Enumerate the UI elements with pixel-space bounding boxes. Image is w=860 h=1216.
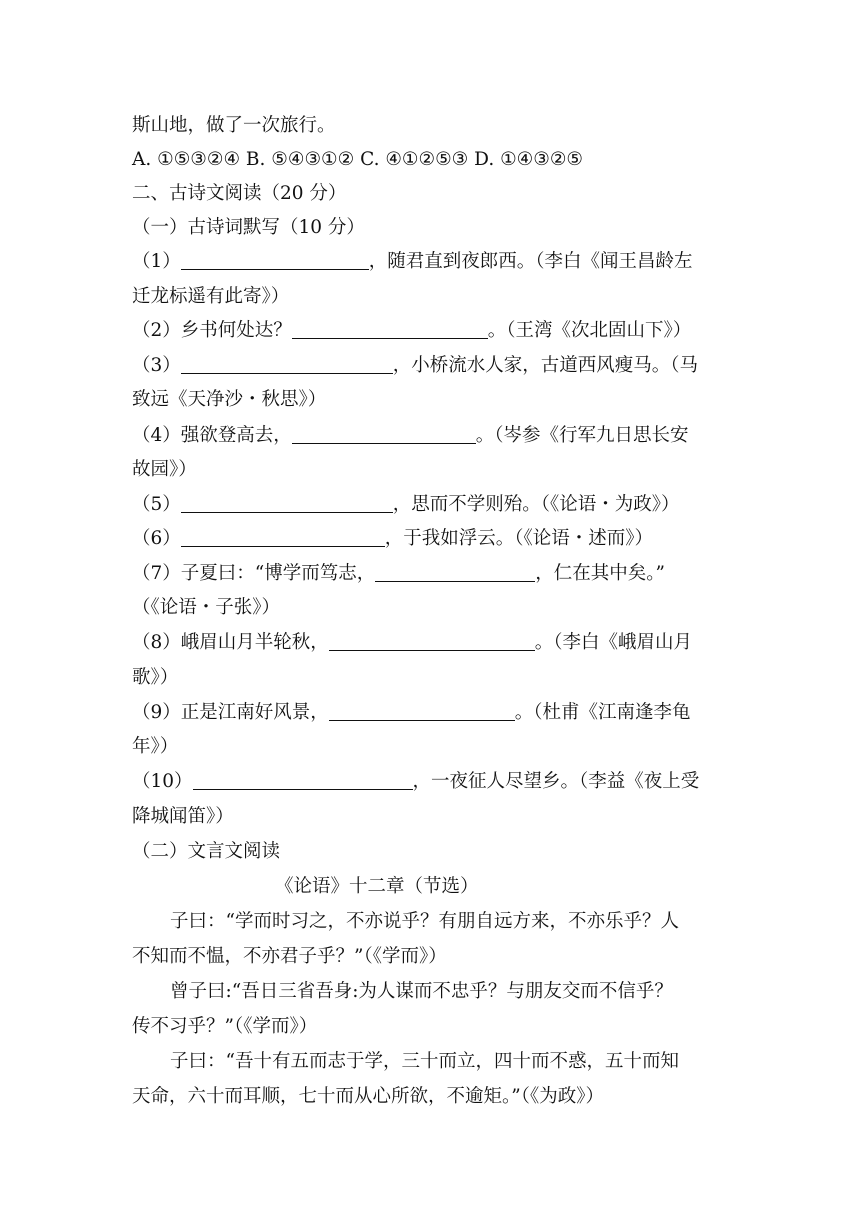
answer-options: A. ①⑤③②④ B. ⑤④③①② C. ④①②⑤③ D. ①④③②⑤ [132,149,584,170]
question-continuation: 致远《天净沙・秋思》） [132,389,327,410]
question-6 [132,527,732,551]
passage-line: 子曰：“学而时习之，不亦说乎？有朋自远方来，不亦乐乎？人 [170,911,679,932]
question-suffix: 。（王湾《次北固山下》） [487,320,692,341]
answer-blank[interactable] [181,251,369,270]
question-suffix: ，小桥流水人家，古道西风瘦马。（马 [392,355,699,376]
passage-title: 《论语》十二章（节选） [275,876,479,897]
subsection-heading: （一）古诗词默写（10 分） [132,217,365,238]
question-suffix: ，随君直到夜郎西。（李白《闻王昌龄左 [368,251,693,272]
question-10 [132,770,732,794]
question-continuation: 迁龙标遥有此寄》） [132,286,290,307]
answer-blank[interactable] [181,494,393,513]
question-prefix: （2）乡书何处达？ [132,320,292,341]
question-5 [132,493,732,517]
question-prefix: （9）正是江南好风景， [132,702,329,723]
question-3 [132,354,732,378]
question-continuation: 降城闻笛》） [132,806,234,827]
question-suffix: ，一夜征人尽望乡。（李益《夜上受 [412,771,700,792]
question-prefix: （3） [132,355,181,376]
question-continuation: 歌》） [132,667,179,688]
subsection-heading: （二）文言文阅读 [132,841,281,862]
question-2 [132,319,732,343]
passage-line: 不知而不愠，不亦君子乎？”（《学而》） [132,946,447,967]
question-1 [132,250,732,274]
question-8 [132,631,732,655]
answer-blank[interactable] [193,771,413,790]
question-4 [132,424,732,448]
question-prefix: （10） [132,771,193,792]
question-prefix: （4）强欲登高去， [132,425,292,446]
answer-blank[interactable] [292,320,488,339]
question-suffix: ，仁在其中矣。” [535,563,665,584]
passage-line: 天命，六十而耳顺，七十而从心所欲，不逾矩。”（《为政》） [132,1086,604,1107]
question-continuation: 年》） [132,736,179,757]
question-suffix: 。（李白《峨眉山月 [534,632,693,653]
question-continuation: 故园》） [132,459,197,480]
passage-line: 曾子曰:“吾日三省吾身:为人谋而不忠乎？与朋友交而不信乎？ [170,981,673,1002]
question-continuation: （《论语・子张》） [132,597,281,618]
answer-blank[interactable] [375,563,535,582]
answer-blank[interactable] [329,632,535,651]
question-prefix: （7）子夏曰：“博学而笃志， [132,563,376,584]
answer-blank[interactable] [181,355,393,374]
question-prefix: （8）峨眉山月半轮秋， [132,632,329,653]
answer-blank[interactable] [329,702,515,721]
passage-line: 传不习乎？”（《学而》） [132,1016,318,1037]
question-suffix: ，于我如浮云。（《论语・述而》） [384,528,654,549]
answer-blank[interactable] [181,528,385,547]
passage-line: 子曰：“吾十有五而志于学，三十而立，四十而不惑，五十而知 [170,1051,679,1072]
question-suffix: ，思而不学则殆。（《论语・为政》） [392,494,680,515]
question-prefix: （5） [132,494,181,515]
question-9 [132,701,732,725]
text-line: 斯山地，做了一次旅行。 [132,115,336,136]
question-prefix: （6） [132,528,181,549]
section-heading: 二、古诗文阅读（20 分） [132,183,347,204]
question-prefix: （1） [132,251,181,272]
question-suffix: 。（岑参《行军九日思长安 [475,425,689,446]
question-suffix: 。（杜甫《江南逢李龟 [514,702,691,723]
question-7 [132,562,732,586]
answer-blank[interactable] [292,425,476,444]
